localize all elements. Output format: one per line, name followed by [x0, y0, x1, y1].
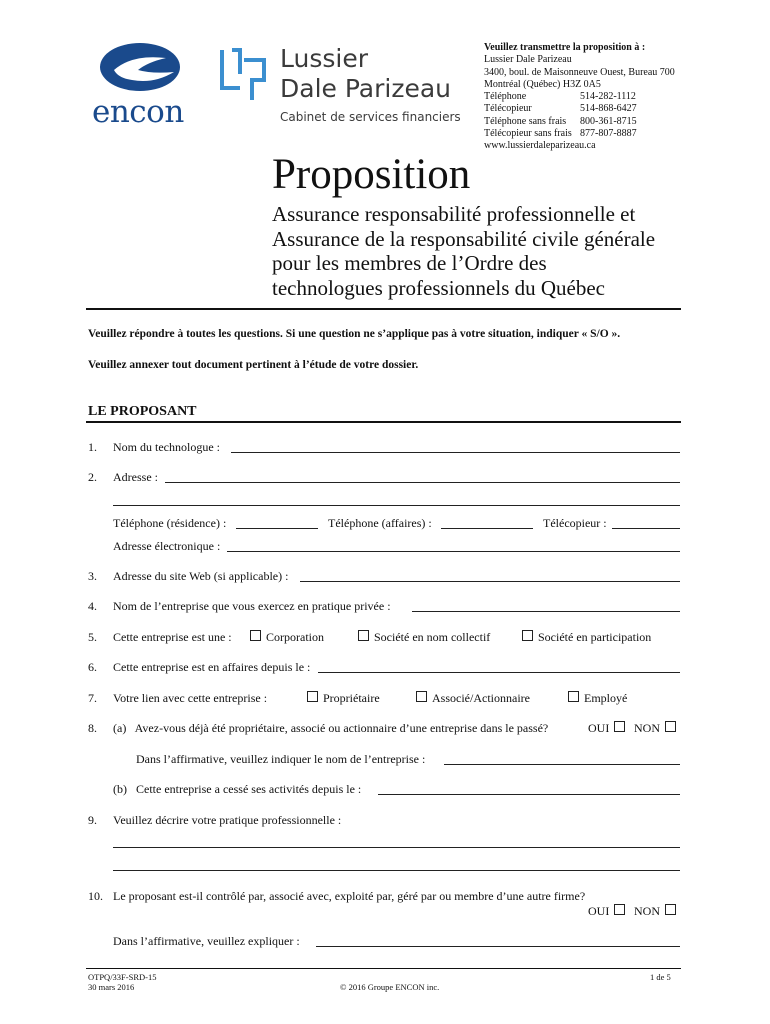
- corporation-label: Corporation: [266, 630, 324, 644]
- subtitle-line: pour les membres de l’Ordre des: [272, 251, 547, 275]
- in-business-since-field[interactable]: [318, 672, 680, 673]
- title-rule: [86, 308, 681, 310]
- q3-label: Adresse du site Web (si applicable) :: [113, 569, 289, 583]
- q9-number: 9.: [88, 813, 97, 827]
- q3-number: 3.: [88, 569, 97, 583]
- address-field-line2[interactable]: [113, 505, 680, 506]
- general-partnership-label: Société en nom collectif: [374, 630, 491, 644]
- fax-label: Télécopieur :: [543, 516, 607, 530]
- section-rule: [86, 421, 681, 423]
- q8b-label: (b) Cette entreprise a cessé ses activités depuis le :: [113, 782, 362, 796]
- q10-label: Le proposant est-il contrôlé par, associé avec, exploité par, géré par ou membre d’une autre firme?: [113, 889, 586, 903]
- q10-explanation-field[interactable]: [316, 946, 680, 947]
- employee-checkbox[interactable]: [568, 691, 579, 702]
- ldp-name-line1: Lussier: [280, 44, 368, 73]
- contact-heading: Veuillez transmettre la proposition à :: [484, 42, 646, 53]
- practice-description-line1[interactable]: [113, 847, 680, 848]
- q8a-no-checkbox[interactable]: [665, 721, 676, 732]
- corporation-checkbox[interactable]: [250, 630, 261, 641]
- ldp-logo: [218, 42, 468, 132]
- section-title: LE PROPOSANT: [88, 404, 197, 419]
- q10-yes-label: OUI: [588, 904, 610, 918]
- q6-number: 6.: [88, 660, 97, 674]
- email-field[interactable]: [227, 551, 680, 552]
- partner-shareholder-checkbox[interactable]: [416, 691, 427, 702]
- contact-value: 514-868-6427: [580, 103, 637, 115]
- ldp-tagline: Cabinet de services financiers: [280, 110, 461, 124]
- q10-number: 10.: [88, 889, 103, 903]
- contact-label: Télécopieur: [484, 103, 532, 115]
- contact-label: Télécopieur sans frais: [484, 128, 572, 140]
- contact-web: www.lussierdaleparizeau.ca: [484, 140, 596, 152]
- ldp-monogram-icon: [218, 46, 270, 104]
- instruction-1: Veuillez répondre à toutes les questions. Si une question ne s’applique pas à votre situation, indiquer « S/O ».: [88, 328, 621, 340]
- previous-business-name-field[interactable]: [444, 764, 680, 765]
- contact-row: [484, 103, 675, 115]
- phone-business-label: Téléphone (affaires) :: [328, 516, 432, 530]
- q4-number: 4.: [88, 599, 97, 613]
- subtitle-line: technologues professionnels du Québec: [272, 275, 605, 300]
- subtitle-line: Assurance responsabilité professionnelle et: [272, 202, 636, 226]
- instruction-2: Veuillez annexer tout document pertinent à l’étude de votre dossier.: [88, 359, 419, 371]
- footer-rule: [86, 968, 681, 969]
- phone-residence-field[interactable]: [236, 528, 318, 529]
- partner-shareholder-label: Associé/Actionnaire: [432, 691, 530, 705]
- q1-label: Nom du technologue :: [113, 440, 220, 454]
- technologist-name-field[interactable]: [231, 452, 680, 453]
- q10-yes-checkbox[interactable]: [614, 904, 625, 915]
- q5-number: 5.: [88, 630, 97, 644]
- contact-row: [484, 128, 675, 140]
- email-label: Adresse électronique :: [113, 539, 221, 553]
- owner-label: Propriétaire: [323, 691, 380, 705]
- contact-row: [484, 91, 675, 103]
- footer-page-number: 1 de 5: [650, 972, 671, 982]
- footer-date: 30 mars 2016: [88, 982, 135, 992]
- q10-no-label: NON: [634, 904, 660, 918]
- q8a-no-label: NON: [634, 721, 660, 735]
- ldp-name-line2: Dale Parizeau: [280, 74, 452, 103]
- general-partnership-checkbox[interactable]: [358, 630, 369, 641]
- q5-label: Cette entreprise est une :: [113, 630, 232, 644]
- contact-label: Téléphone sans frais: [484, 115, 567, 127]
- q10-no-checkbox[interactable]: [665, 904, 676, 915]
- q1-number: 1.: [88, 440, 97, 454]
- q7-label: Votre lien avec cette entreprise :: [113, 691, 268, 705]
- contact-address1: 3400, boul. de Maisonneuve Ouest, Bureau 700: [484, 66, 675, 78]
- owner-checkbox[interactable]: [307, 691, 318, 702]
- subtitle-line: Assurance de la responsabilité civile générale: [272, 226, 656, 251]
- contact-block: [484, 42, 675, 153]
- q8-number: 8.: [88, 721, 97, 735]
- q8-if-yes-label: Dans l’affirmative, veuillez indiquer le nom de l’entreprise :: [136, 752, 426, 766]
- q4-label: Nom de l’entreprise que vous exercez en pratique privée :: [113, 599, 391, 613]
- contact-name: Lussier Dale Parizeau: [484, 54, 572, 66]
- q8a-yes-label: OUI: [588, 721, 610, 735]
- footer-form-code: OTPQ/33F-SRD-15: [88, 972, 157, 982]
- contact-row: [484, 116, 675, 128]
- address-field-line1[interactable]: [165, 482, 680, 483]
- contact-value: 877-807-8887: [580, 128, 637, 140]
- q10-explain-label: Dans l’affirmative, veuillez expliquer :: [113, 934, 300, 948]
- q7-number: 7.: [88, 691, 97, 705]
- contact-label: Téléphone: [484, 91, 527, 103]
- phone-business-field[interactable]: [441, 528, 533, 529]
- q9-label: Veuillez décrire votre pratique professionnelle :: [113, 813, 342, 827]
- q2-number: 2.: [88, 470, 97, 484]
- ceased-activities-date-field[interactable]: [378, 794, 680, 795]
- encon-logo: [92, 40, 188, 130]
- joint-venture-label: Société en participation: [538, 630, 652, 644]
- q8a-yes-checkbox[interactable]: [614, 721, 625, 732]
- footer-copyright: © 2016 Groupe ENCON inc.: [340, 982, 440, 992]
- q8a-label: (a) Avez-vous déjà été propriétaire, associé ou actionnaire d’une entreprise dans le passé?: [113, 721, 549, 735]
- phone-residence-label: Téléphone (résidence) :: [113, 516, 227, 530]
- encon-wordmark: encon: [92, 94, 184, 130]
- contact-value: 800-361-8715: [580, 115, 637, 127]
- fax-field[interactable]: [612, 528, 680, 529]
- q2-label: Adresse :: [113, 470, 158, 484]
- page-title: Proposition: [272, 151, 471, 198]
- contact-address2: Montréal (Québec) H3Z 0A5: [484, 78, 601, 90]
- employee-label: Employé: [584, 691, 628, 705]
- encon-swoosh-icon: [92, 40, 188, 96]
- contact-value: 514-282-1112: [580, 91, 636, 103]
- joint-venture-checkbox[interactable]: [522, 630, 533, 641]
- subtitle: [272, 202, 655, 300]
- practice-description-line2[interactable]: [113, 870, 680, 871]
- q6-label: Cette entreprise est en affaires depuis le :: [113, 660, 311, 674]
- business-name-field[interactable]: [412, 611, 680, 612]
- website-field[interactable]: [300, 581, 680, 582]
